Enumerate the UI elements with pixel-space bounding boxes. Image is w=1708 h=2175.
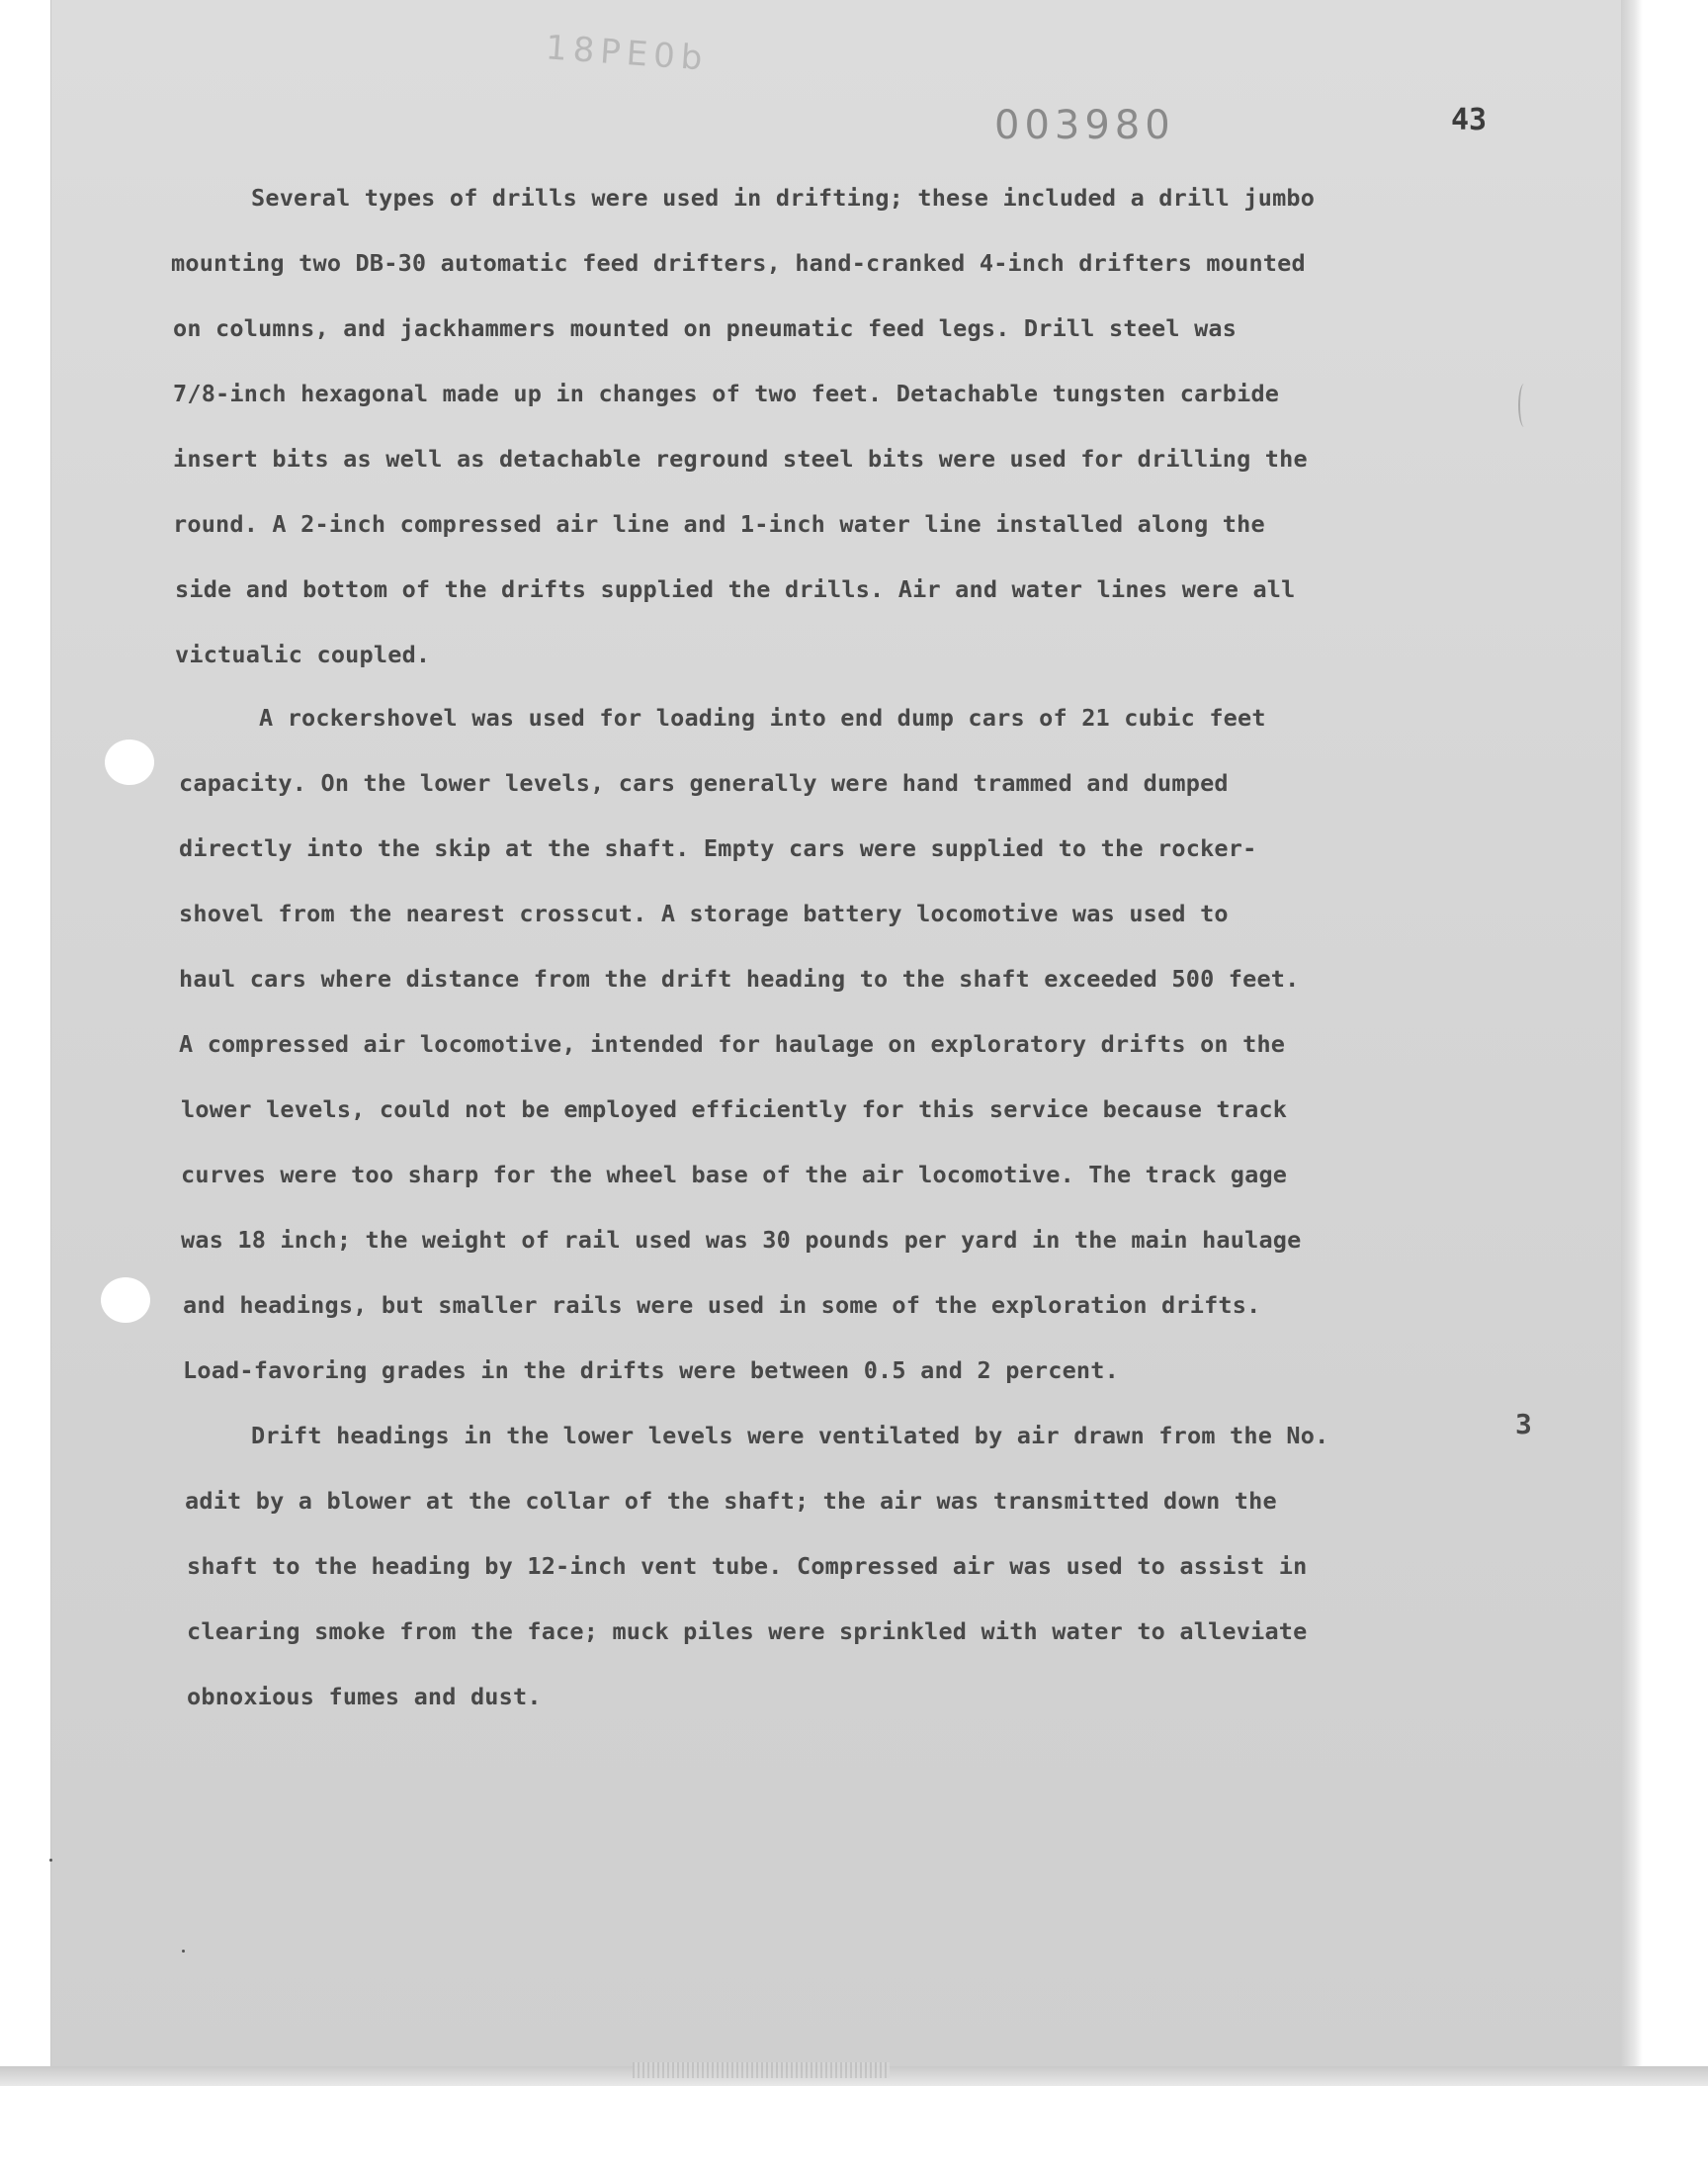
- text-line: side and bottom of the drifts supplied the drills. Air and water lines were all: [175, 575, 1296, 603]
- text-line: curves were too sharp for the wheel base of the air locomotive. The track gage: [181, 1161, 1288, 1188]
- scan-noise-strip: [633, 2062, 890, 2078]
- margin-bracket-mark: [1518, 384, 1530, 427]
- page-number: 43: [1451, 103, 1488, 137]
- margin-note: 3: [1515, 1408, 1532, 1440]
- text-line: was 18 inch; the weight of rail used was 30 pounds per yard in the main haulage: [181, 1226, 1302, 1254]
- text-line: haul cars where distance from the drift heading to the shaft exceeded 500 feet.: [179, 965, 1300, 993]
- text-line: A rockershovel was used for loading into end dump cars of 21 cubic feet: [259, 704, 1266, 732]
- text-line: victualic coupled.: [175, 641, 431, 668]
- scan-speck: [182, 1950, 185, 1953]
- punch-hole-lower: [101, 1277, 150, 1323]
- document-number: 003980: [994, 103, 1175, 148]
- text-line: 7/8-inch hexagonal made up in changes of two feet. Detachable tungsten carbide: [173, 380, 1280, 407]
- text-line: shovel from the nearest crosscut. A storage battery locomotive was used to: [179, 900, 1229, 927]
- text-line: obnoxious fumes and dust.: [187, 1683, 542, 1710]
- text-line: shaft to the heading by 12-inch vent tube. Compressed air was used to assist in: [187, 1552, 1308, 1580]
- punch-hole-upper: [105, 740, 154, 785]
- text-line: Load-favoring grades in the drifts were between 0.5 and 2 percent.: [183, 1356, 1119, 1384]
- text-line: directly into the skip at the shaft. Empty cars were supplied to the rocker-: [179, 834, 1257, 862]
- sheet-right-edge: [1621, 0, 1643, 2081]
- text-line: on columns, and jackhammers mounted on pneumatic feed legs. Drill steel was: [173, 314, 1238, 342]
- text-line: mounting two DB-30 automatic feed drifters, hand-cranked 4-inch drifters mounted: [171, 249, 1306, 277]
- text-line: clearing smoke from the face; muck piles were sprinkled with water to alleviate: [187, 1617, 1308, 1645]
- text-line: round. A 2-inch compressed air line and 1-inch water line installed along the: [173, 510, 1265, 538]
- text-line: lower levels, could not be employed efficiently for this service because track: [181, 1095, 1288, 1123]
- text-line: capacity. On the lower levels, cars generally were hand trammed and dumped: [179, 769, 1229, 797]
- scan-speck: [49, 1859, 52, 1862]
- text-line: Several types of drills were used in drifting; these included a drill jumbo: [251, 184, 1316, 212]
- text-line: and headings, but smaller rails were used in some of the exploration drifts.: [183, 1291, 1261, 1319]
- text-line: A compressed air locomotive, intended for haulage on exploratory drifts on the: [179, 1030, 1286, 1058]
- faint-stamp-text: 18PE0b: [544, 28, 710, 79]
- text-line: Drift headings in the lower levels were ventilated by air drawn from the No.: [251, 1422, 1329, 1449]
- text-line: insert bits as well as detachable reground steel bits were used for drilling the: [173, 445, 1308, 473]
- text-line: adit by a blower at the collar of the shaft; the air was transmitted down the: [185, 1487, 1277, 1515]
